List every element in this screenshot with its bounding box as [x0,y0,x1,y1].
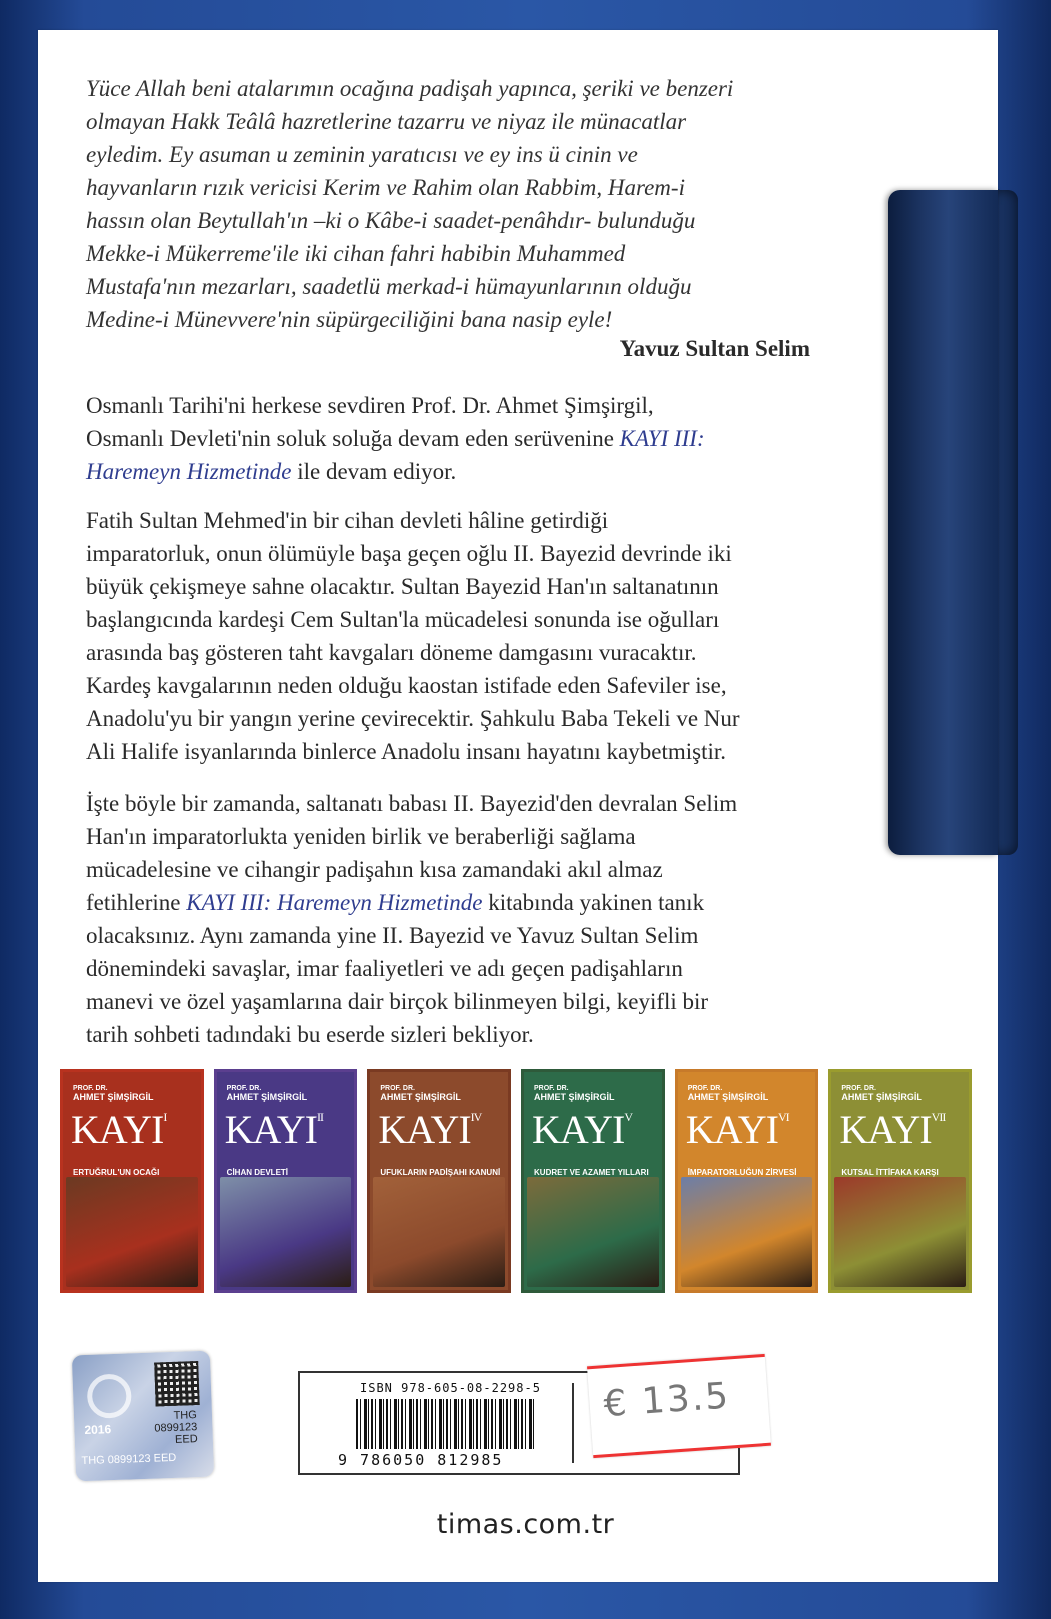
price-sticker [587,1354,771,1458]
series-book-cover [828,1069,972,1293]
qr-code-icon [154,1361,200,1407]
paragraph-line: dönemindeki savaşlar, imar faaliyetleri ve adı geçen padişahların [86,956,683,981]
paragraph-line: arasında baş gösteren taht kavgaları döneme damgasını vuracaktır. [86,640,697,665]
paragraph-line: tarih sohbeti tadındaki bu eserde sizleri bekliyor. [86,1022,534,1047]
book-title-text: KAYI [532,1107,625,1152]
book-volume-number: I [163,1110,167,1124]
book-illustration [373,1177,505,1287]
paragraph-line [86,455,876,488]
book-author-prefix: PROF. DR. [226,1085,262,1092]
paragraph-line: İşte böyle bir zamanda, saltanatı babası II. Bayezid'den devralan Selim [86,791,738,816]
publisher-website: timas.com.tr [436,1509,615,1540]
opening-quote [86,72,876,336]
paragraph-line [86,422,876,455]
book-subtitle: KUTSAL İTTİFAKA KARŞI [841,1168,939,1177]
book-subtitle: ERTUĞRUL'UN OCAĞI [73,1168,160,1177]
book-illustration [66,1177,198,1287]
book-author-name: AHMET ŞİMŞİRGİL [534,1092,615,1102]
book-title [839,1106,945,1153]
book-author-prefix: PROF. DR. [380,1085,415,1092]
book-author-prefix: PROF. DR. [687,1085,723,1092]
paragraph-line: başlangıcında kardeşi Cem Sultan'la mücadelesi sonunda ise oğulları [86,607,720,632]
series-book-cover [675,1069,819,1293]
price-text: € 13.5 [602,1375,732,1426]
series-book-cover [367,1069,511,1293]
paragraph-text: ile devam ediyor. [291,459,457,484]
quote-line: eyledim. Ey asuman u zeminin yaratıcısı ve ey ins ü cinin ve [86,142,638,167]
intro-paragraph [86,389,876,488]
series-book-covers [60,1069,972,1293]
book-title [532,1106,632,1153]
quote-attribution: Yavuz Sultan Selim [619,336,810,361]
book-volume-number: VI [778,1110,789,1124]
book-subtitle: İMPARATORLUĞUN ZİRVESİ [687,1168,797,1177]
paragraph-line [86,886,876,919]
quote-line: Mekke-i Mükerreme'ile iki cihan fahri habibin Muhammed [86,241,626,266]
book-volume-number: II [316,1110,323,1124]
paragraph-line: Kardeş kavgalarının neden olduğu kaostan istifade eden Safeviler ise, [86,673,727,698]
authenticity-sticker [72,1351,214,1482]
hologram-logo-icon [87,1373,133,1419]
quote-line: Medine-i Münevvere'nin süpürgeciliğini bana nasip eyle! [86,307,613,332]
book-author [73,1084,154,1102]
book-illustration [681,1177,813,1287]
book-illustration [220,1177,352,1287]
quote-line: hayvanların rızık vericisi Kerim ve Rahim olan Rabbim, Harem-i [86,175,685,200]
book-title-reference: KAYI III: [619,426,705,451]
sticker-code-bottom: THG 0899123 EED [81,1451,177,1468]
barcode-divider [572,1383,574,1463]
book-subtitle: UFUKLARIN PADİŞAHI KANUNİ [380,1168,501,1177]
sticker-code-line: 0899123 [154,1421,198,1435]
sticker-code-line: THG [173,1409,198,1422]
book-author-name: AHMET ŞİMŞİRGİL [687,1092,769,1102]
book-author-name: AHMET ŞİMŞİRGİL [841,1092,922,1102]
scroll-overlap [888,190,998,855]
series-book-cover [521,1069,665,1293]
sticker-code-line: EED [174,1433,198,1446]
book-title-text: KAYI [685,1107,778,1152]
series-book-cover [214,1069,358,1293]
book-author-name: AHMET ŞİMŞİRGİL [73,1092,154,1102]
book-title-text: KAYI [378,1107,471,1152]
paragraph-line: Fatih Sultan Mehmed'in bir cihan devleti hâline getirdiği [86,508,609,533]
book-title-reference: KAYI III: Haremeyn Hizmetinde [186,890,483,915]
paragraph-line: Han'ın imparatorlukta yeniden birlik ve beraberliği sağlama [86,824,636,849]
book-author [380,1084,461,1102]
book-author-name: AHMET ŞİMŞİRGİL [380,1092,461,1102]
book-author [688,1084,769,1102]
paragraph-line: imparatorluk, onun ölümüyle başa geçen oğlu II. Bayezid devrinde iki [86,541,732,566]
book-title [71,1106,166,1153]
book-author [227,1084,308,1102]
book-title-text: KAYI [839,1107,932,1152]
barcode-digits: 9 786050 812985 [338,1451,504,1469]
paragraph-text: kitabında yakinen tanık [482,890,705,915]
book-title-text: KAYI [71,1107,164,1152]
closing-paragraph [86,787,876,1051]
sticker-year: 2016 [84,1422,112,1438]
series-book-cover [60,1069,204,1293]
quote-line: Mustafa'nın mezarları, saadetlü merkad-i hümayunlarının olduğu [86,274,692,299]
book-title-text: KAYI [224,1107,317,1152]
book-title [378,1106,481,1153]
quote-line: Yüce Allah beni atalarımın ocağına padişah yapınca, şeriki ve benzeri [86,76,734,101]
paragraph-line: büyük çekişmeye sahne olacaktır. Sultan Bayezid Han'ın saltanatının [86,574,719,599]
book-author-prefix: PROF. DR. [73,1085,108,1092]
history-paragraph [86,504,876,768]
barcode-icon [356,1399,536,1449]
book-volume-number: IV [470,1110,482,1124]
paragraph-text: fetihlerine [86,890,187,915]
quote-line: olmayan Hakk Teâlâ hazretlerine tazarru ve niyaz ile münacatlar [86,109,687,134]
paragraph-line: Anadolu'yu bir yangın yerine çevirecektir. Şahkulu Baba Tekeli ve Nur [86,706,740,731]
book-illustration [834,1177,966,1287]
book-volume-number: V [624,1110,632,1124]
book-author-name: AHMET ŞİMŞİRGİL [226,1092,308,1102]
book-author-prefix: PROF. DR. [534,1085,569,1092]
quote-line: hassın olan Beytullah'ın –ki o Kâbe-i saadet-penâhdır- bulunduğu [86,208,696,233]
book-title [686,1106,789,1153]
book-author-prefix: PROF. DR. [841,1085,876,1092]
isbn-text: ISBN 978-605-08-2298-5 [360,1381,541,1395]
paragraph-line: olacaksınız. Aynı zamanda yine II. Bayezid ve Yavuz Sultan Selim [86,923,699,948]
paragraph-line: mücadelesine ve cihangir padişahın kısa zamandaki akıl almaz [86,857,663,882]
paragraph-line: Ali Halife isyanlarında binlerce Anadolu insanı hayatını kaybetmiştir. [86,739,727,764]
book-illustration [527,1177,659,1287]
paragraph-line: Osmanlı Tarihi'ni herkese sevdiren Prof. Dr. Ahmet Şimşirgil, [86,393,654,418]
book-author [841,1084,922,1102]
paragraph-text: Osmanlı Devleti'nin soluk soluğa devam eden serüvenine [86,426,620,451]
paragraph-line: manevi ve özel yaşamlarına dair birçok bilinmeyen bilgi, keyifli bir [86,989,709,1014]
book-subtitle: CİHAN DEVLETİ [226,1168,289,1177]
book-volume-number: VII [931,1110,946,1124]
book-title [225,1106,323,1153]
book-title-reference: Haremeyn Hizmetinde [86,459,292,484]
sticker-code [154,1409,198,1446]
book-author [534,1084,615,1102]
book-subtitle: KUDRET VE AZAMET YILLARI [534,1168,649,1177]
